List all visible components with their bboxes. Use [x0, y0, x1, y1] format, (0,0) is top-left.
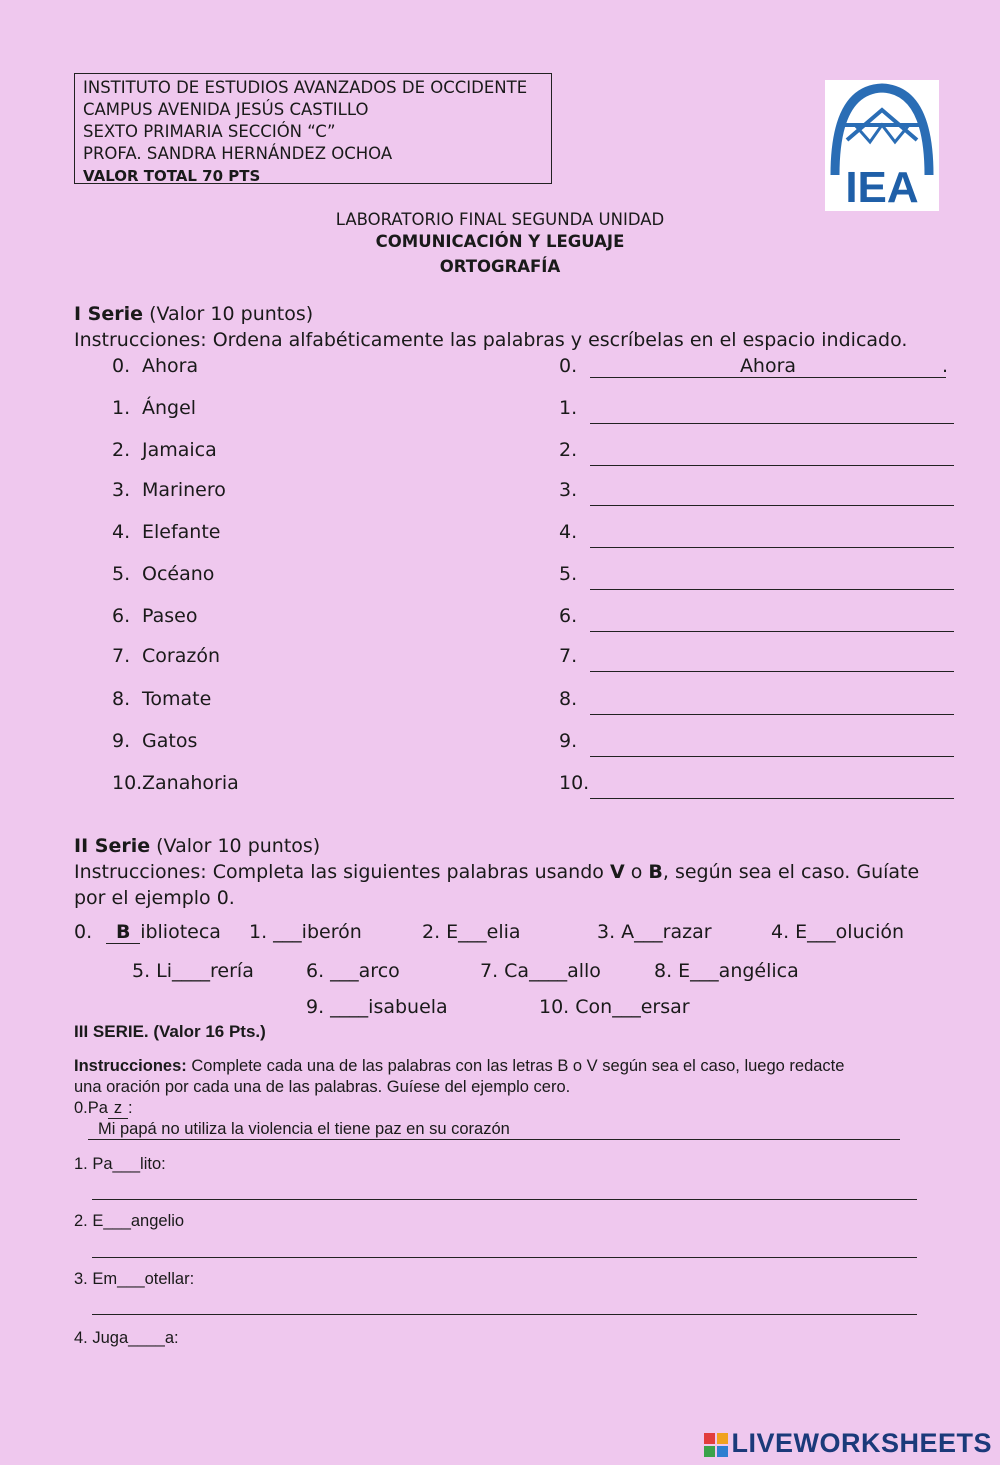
serie3-instr-line2: una oración por cada una de las palabras. Guíese del ejemplo cero. [74, 1078, 571, 1096]
serie1-answer-num-4: 4. [559, 521, 578, 543]
serie1-word-5 [112, 563, 214, 585]
liveworksheets-brand-text: LIVEWORKSHEETS [731, 1428, 992, 1458]
serie3-example-word [74, 1099, 133, 1119]
serie1-word-3 [112, 479, 226, 501]
header-line-institute: INSTITUTO DE ESTUDIOS AVANZADOS DE OCCIDENTE [83, 78, 528, 97]
serie1-word-6 [112, 605, 197, 627]
serie1-word-1 [112, 397, 196, 419]
serie2-instr-line2: por el ejemplo 0. [74, 887, 235, 909]
serie1-word-num: 7. [112, 645, 131, 667]
serie1-word-7 [112, 645, 220, 667]
serie1-answer-num-5: 5. [559, 563, 578, 585]
serie2-instr-end: , según sea el caso. Guíate [662, 861, 920, 883]
serie1-answer-line-1[interactable] [590, 423, 954, 424]
serie1-word-9 [112, 730, 197, 752]
serie3-item-4[interactable]: 4. Juga____a: [74, 1329, 179, 1347]
serie2-word-8[interactable]: 8. E___angélica [654, 960, 799, 982]
serie1-word-text: Corazón [142, 645, 220, 667]
serie3-instr-label: Instrucciones: [74, 1057, 187, 1075]
serie2-instructions [74, 859, 954, 911]
serie1-word-num: 0. [112, 355, 131, 377]
header-line-campus: CAMPUS AVENIDA JESÚS CASTILLO [83, 100, 369, 119]
serie1-heading [74, 303, 313, 325]
serie1-word-num: 6. [112, 605, 131, 627]
serie2-word-2[interactable]: 2. E___elia [422, 921, 521, 943]
serie1-answer-line-6[interactable] [590, 631, 954, 632]
serie3-instr-text: Complete cada una de las palabras con las letras B o V según sea el caso, luego redacte [186, 1057, 845, 1075]
serie1-word-text: Marinero [142, 479, 226, 501]
header-line-teacher: PROFA. SANDRA HERNÁNDEZ OCHOA [83, 144, 393, 163]
serie3-instructions [74, 1057, 844, 1076]
serie1-answer-num-8: 8. [559, 688, 578, 710]
serie2-label: II Serie [74, 835, 151, 857]
logo-text: IEA [845, 163, 919, 211]
serie1-word-text: Jamaica [142, 439, 217, 461]
serie1-answer-line-3[interactable] [590, 505, 954, 506]
serie2-heading [74, 835, 320, 857]
serie2-instr-part: Instrucciones: Completa las siguientes palabras usando [74, 861, 610, 883]
header-total-value: VALOR TOTAL 70 PTS [83, 167, 261, 185]
subject-title: COMUNICACIÓN Y LEGUAJE [375, 232, 625, 251]
serie1-word-num: 10. [112, 772, 143, 794]
serie1-answer-num-3: 3. [559, 479, 578, 501]
liveworksheets-logo-icon [704, 1433, 728, 1457]
serie1-answer-line-9[interactable] [590, 756, 954, 757]
letter-b: B [648, 861, 663, 883]
serie1-word-10 [112, 772, 239, 794]
serie3-title: III SERIE. (Valor 16 Pts.) [74, 1022, 266, 1041]
serie2-value: (Valor 10 puntos) [156, 835, 321, 857]
serie2-example-letter: B [106, 921, 140, 944]
school-header-box [74, 73, 552, 184]
serie1-word-text: Ahora [142, 355, 199, 377]
serie1-word-num: 4. [112, 521, 131, 543]
serie3-example-suffix: : [127, 1099, 133, 1117]
serie1-answer-num-1: 1. [559, 397, 578, 419]
serie2-word-4[interactable]: 4. E___olución [771, 921, 905, 943]
serie3-example-prefix: 0.Pa [74, 1099, 108, 1117]
serie2-word-9[interactable]: 9. ____isabuela [306, 996, 448, 1018]
serie1-answer-line-5[interactable] [590, 589, 954, 590]
serie3-answer-line-1[interactable] [92, 1199, 917, 1200]
serie1-example-answer: Ahora [590, 355, 946, 378]
serie1-word-text: Ángel [142, 397, 197, 419]
serie3-example-sentence: Mi papá no utiliza la violencia el tiene paz en su corazón [88, 1120, 900, 1140]
serie1-word-num: 5. [112, 563, 131, 585]
serie1-label: I Serie [74, 303, 144, 325]
serie1-word-8 [112, 688, 211, 710]
serie2-word-6[interactable]: 6. ___arco [306, 960, 400, 982]
serie1-answer-line-4[interactable] [590, 547, 954, 548]
serie2-example [74, 921, 221, 944]
serie2-example-word: iblioteca [140, 921, 221, 943]
serie1-instructions: Instrucciones: Ordena alfabéticamente las palabras y escríbelas en el espacio indicado. [74, 329, 908, 351]
serie1-value: (Valor 10 puntos) [149, 303, 314, 325]
serie1-answer-num-2: 2. [559, 439, 578, 461]
serie1-answer-num-0: 0. [559, 355, 578, 377]
serie1-word-text: Gatos [142, 730, 198, 752]
serie2-word-3[interactable]: 3. A___razar [597, 921, 712, 943]
serie2-word-7[interactable]: 7. Ca____allo [480, 960, 601, 982]
serie1-word-text: Zanahoria [142, 772, 239, 794]
serie2-word-10[interactable]: 10. Con___ersar [539, 996, 690, 1018]
serie3-answer-line-3[interactable] [92, 1314, 917, 1315]
topic-title: ORTOGRAFÍA [439, 257, 561, 276]
liveworksheets-brand[interactable] [704, 1428, 992, 1459]
serie1-word-num: 9. [112, 730, 131, 752]
serie1-answer-num-10: 10. [559, 772, 590, 794]
serie1-answer-line-7[interactable] [590, 671, 954, 672]
serie2-example-num: 0. [74, 921, 93, 943]
serie1-answer-num-7: 7. [559, 645, 578, 667]
serie2-instr-o: o [624, 861, 649, 883]
serie1-word-0 [112, 355, 198, 377]
serie3-item-3[interactable]: 3. Em___otellar: [74, 1270, 195, 1288]
serie3-item-2[interactable]: 2. E___angelio [74, 1212, 185, 1230]
serie1-answer-num-6: 6. [559, 605, 578, 627]
serie2-word-5[interactable]: 5. Li____rería [132, 960, 254, 982]
serie1-word-num: 3. [112, 479, 131, 501]
serie1-word-text: Elefante [142, 521, 221, 543]
serie1-word-num: 1. [112, 397, 131, 419]
serie1-example-dot: . [942, 355, 949, 377]
serie2-word-1[interactable]: 1. ___iberón [249, 921, 362, 943]
serie3-answer-line-2[interactable] [92, 1257, 917, 1258]
serie3-example-letter: z [108, 1099, 128, 1119]
school-logo [825, 80, 939, 211]
serie1-answer-line-8[interactable] [590, 714, 954, 715]
exam-title: LABORATORIO FINAL SEGUNDA UNIDAD [335, 210, 665, 229]
serie1-word-text: Tomate [142, 688, 212, 710]
serie1-word-text: Océano [142, 563, 215, 585]
serie1-word-num: 8. [112, 688, 131, 710]
serie1-word-num: 2. [112, 439, 131, 461]
serie1-answer-line-10[interactable] [590, 798, 954, 799]
serie1-word-2 [112, 439, 217, 461]
letter-v: V [609, 861, 625, 883]
serie1-word-4 [112, 521, 221, 543]
serie3-item-1[interactable]: 1. Pa___lito: [74, 1155, 166, 1173]
header-line-grade: SEXTO PRIMARIA SECCIÓN “C” [83, 122, 336, 141]
serie1-answer-line-2[interactable] [590, 465, 954, 466]
serie1-word-text: Paseo [142, 605, 198, 627]
serie1-answer-num-9: 9. [559, 730, 578, 752]
